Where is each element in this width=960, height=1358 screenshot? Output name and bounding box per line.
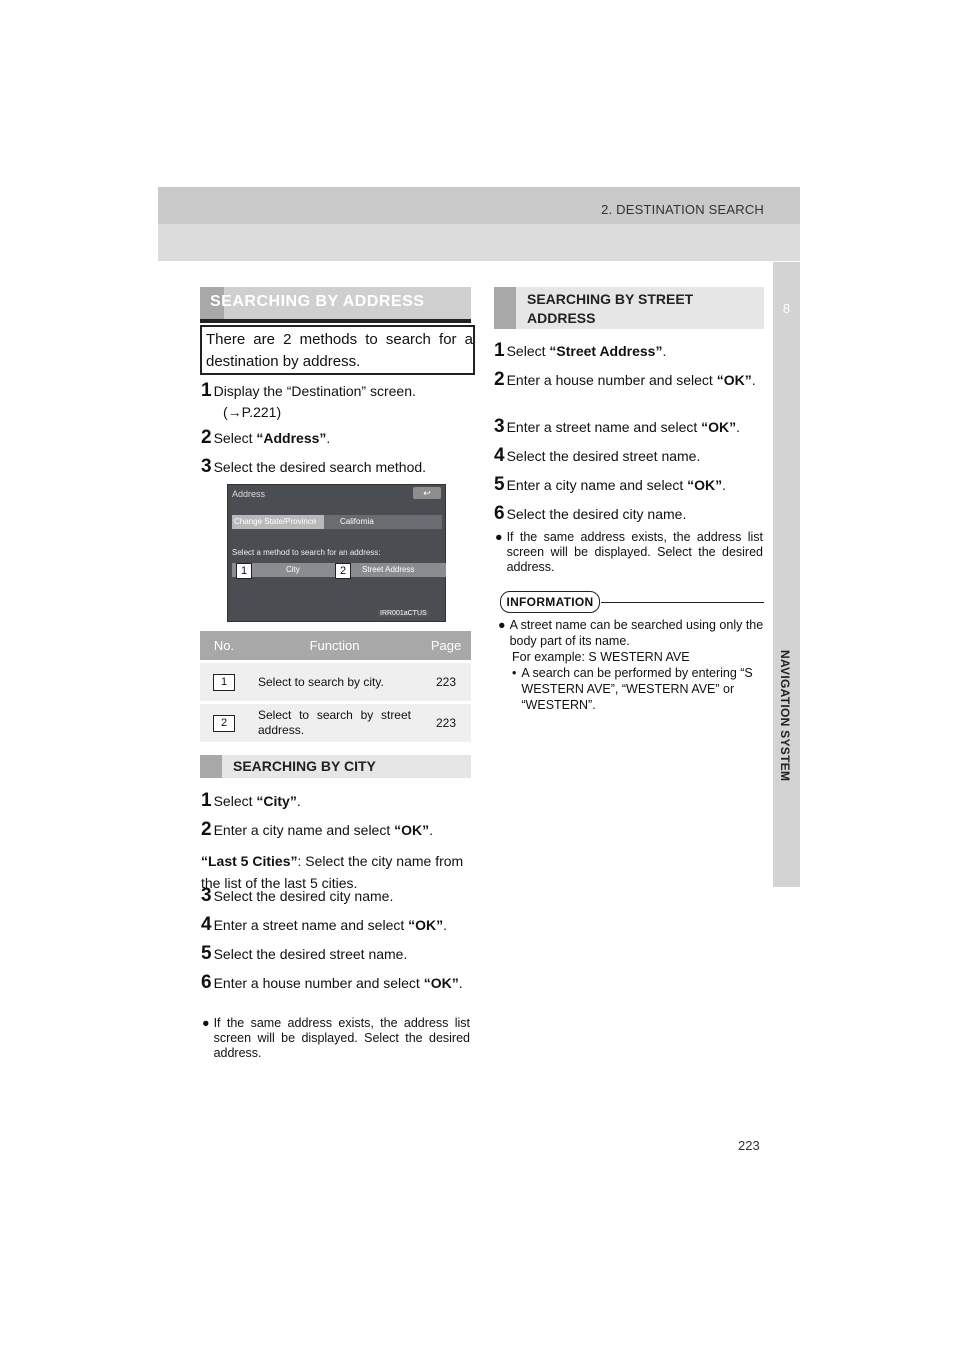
- step-text: Enter a city name and select: [506, 477, 688, 493]
- info-sub-text: A search can be performed by entering “S WESTERN AVE”, “WESTERN AVE” or “WESTERN”.: [521, 666, 753, 712]
- step-number: 2: [201, 427, 212, 448]
- chapter-label: NAVIGATION SYSTEM: [778, 650, 792, 782]
- step-text-end: .: [751, 372, 756, 388]
- step-text: Enter a house number and select: [506, 372, 717, 388]
- screen-prompt: Select a method to search for an address:: [232, 548, 381, 557]
- street-step-4: [494, 445, 700, 467]
- step-text: Enter a street name and select: [506, 419, 702, 435]
- step-keyword: “OK”: [716, 372, 752, 388]
- step-keyword: “OK”: [408, 917, 444, 933]
- step-text: Select: [213, 793, 257, 809]
- step-text: Enter a city name and select: [213, 822, 395, 838]
- bullet-text: If the same address exists, the address list screen will be displayed. Select the desired address.: [506, 530, 763, 574]
- step-text: Select the desired city name.: [506, 506, 687, 522]
- city-step-4: [201, 914, 447, 936]
- step-text: Select the desired street name.: [506, 448, 701, 464]
- row-page: 223: [421, 662, 471, 703]
- last-5-cities-label: “Last 5 Cities”: [201, 853, 298, 869]
- street-bullet: [495, 530, 763, 575]
- information-rule: [601, 602, 764, 603]
- step-number: 4: [201, 914, 212, 935]
- header-band: [158, 187, 800, 261]
- address-screen-illustration: [227, 484, 446, 622]
- step-text-end: .: [722, 477, 727, 493]
- step-number: 3: [201, 456, 212, 477]
- step-number: 1: [494, 340, 505, 361]
- step-2: [201, 427, 330, 449]
- intro-box: There are 2 methods to search for a destination by address.: [200, 325, 475, 375]
- col-no: No.: [200, 631, 248, 662]
- heading-bar: [494, 287, 516, 329]
- info-example: For example: S WESTERN AVE: [512, 650, 690, 664]
- street-step-6: [494, 503, 686, 525]
- step-text: Select the desired street name.: [213, 946, 408, 962]
- heading-text: SEARCHING BY ADDRESS: [210, 293, 425, 310]
- street-address-button[interactable]: Street Address: [362, 565, 415, 574]
- state-value: California: [340, 517, 374, 526]
- step-text-end: .: [736, 419, 741, 435]
- step-keyword: “OK”: [394, 822, 430, 838]
- step-3: [201, 456, 426, 478]
- step-text: Select the desired city name.: [213, 888, 394, 904]
- screen-title: Address: [232, 489, 266, 499]
- city-step-6: [201, 972, 471, 994]
- heading-text: SEARCHING BY CITY: [233, 758, 376, 774]
- info-text: A street name can be searched using only the body part of its name.: [509, 618, 764, 648]
- street-step-1: [494, 340, 666, 362]
- heading-bar: [200, 755, 222, 778]
- street-step-5: [494, 474, 726, 496]
- step-number: 6: [494, 503, 505, 524]
- state-row: [232, 515, 442, 529]
- step-number: 1: [201, 790, 212, 811]
- step-number: 2: [201, 819, 212, 840]
- information-body: [498, 617, 764, 713]
- step-keyword: “City”: [256, 793, 297, 809]
- street-step-2: [494, 369, 764, 391]
- bullet-dot-icon: ●: [498, 618, 506, 632]
- bullet-dot-icon: ●: [495, 530, 503, 544]
- row-number: 2: [213, 715, 235, 732]
- sub-bullet-icon: •: [512, 666, 517, 680]
- step-number: 6: [201, 972, 212, 993]
- step-text: Select: [213, 430, 257, 446]
- step-number: 5: [494, 474, 505, 495]
- step-number: 4: [494, 445, 505, 466]
- heading-text-line2: ADDRESS: [527, 310, 596, 326]
- step-1: [201, 380, 471, 423]
- step-keyword: “Street Address”: [549, 343, 663, 359]
- heading-searching-by-address: [200, 287, 471, 323]
- step-number: 3: [494, 416, 505, 437]
- section-header-title: 2. DESTINATION SEARCH: [601, 202, 764, 217]
- city-bullet: [202, 1016, 470, 1061]
- step-text-end: .: [443, 917, 448, 933]
- step-number: 3: [201, 885, 212, 906]
- step-text: Select the desired search method.: [213, 459, 427, 475]
- step-text: Display the “Destination” screen.: [213, 383, 416, 399]
- chapter-tab: [773, 262, 800, 887]
- callout-1: 1: [236, 563, 252, 579]
- callout-2: 2: [335, 563, 351, 579]
- back-icon[interactable]: ↩: [413, 487, 441, 499]
- col-function: Function: [248, 631, 421, 662]
- step-keyword: “OK”: [423, 975, 459, 991]
- bullet-text: If the same address exists, the address list screen will be displayed. Select the desired address.: [213, 1016, 470, 1060]
- last-5-cities-text: : Select the city name from the list of the last 5 cities.: [201, 853, 464, 891]
- row-function: Select to search by street address.: [248, 703, 421, 743]
- chapter-number: 8: [782, 301, 791, 316]
- step-keyword: “OK”: [701, 419, 737, 435]
- heading-searching-by-street-address: [494, 287, 764, 329]
- step-text: Enter a street name and select: [213, 917, 409, 933]
- step-keyword: “OK”: [687, 477, 723, 493]
- step-number: 2: [494, 369, 505, 390]
- step-text-end: .: [429, 822, 434, 838]
- information-label: INFORMATION: [500, 591, 600, 613]
- change-state-button[interactable]: Change State/Province: [232, 515, 324, 529]
- image-code: IRR001aCTUS: [380, 610, 427, 617]
- step-text: Enter a house number and select: [213, 975, 424, 991]
- city-step-5: [201, 943, 407, 965]
- step-text-end: .: [662, 343, 667, 359]
- step-text-end: .: [458, 975, 463, 991]
- table-row: [200, 703, 471, 743]
- heading-searching-by-city: [200, 755, 471, 778]
- function-table: [200, 631, 471, 742]
- row-function: Select to search by city.: [248, 662, 421, 703]
- table-row: [200, 662, 471, 703]
- city-button[interactable]: City: [286, 565, 300, 574]
- step-text-end: .: [326, 430, 331, 446]
- page-number: 223: [738, 1138, 760, 1153]
- step-ref: (→P.221): [223, 404, 282, 420]
- col-page: Page: [421, 631, 471, 662]
- step-number: 1: [201, 380, 212, 401]
- bullet-dot-icon: ●: [202, 1016, 210, 1030]
- heading-text-line1: SEARCHING BY STREET: [527, 291, 694, 307]
- step-text: Select: [506, 343, 550, 359]
- city-step-2: [201, 819, 433, 841]
- row-number: 1: [213, 674, 235, 691]
- step-text-end: .: [296, 793, 301, 809]
- city-step-3: [201, 885, 393, 907]
- row-page: 223: [421, 703, 471, 743]
- street-step-3: [494, 416, 740, 438]
- step-number: 5: [201, 943, 212, 964]
- city-step-1: [201, 790, 301, 812]
- step-keyword: “Address”: [256, 430, 327, 446]
